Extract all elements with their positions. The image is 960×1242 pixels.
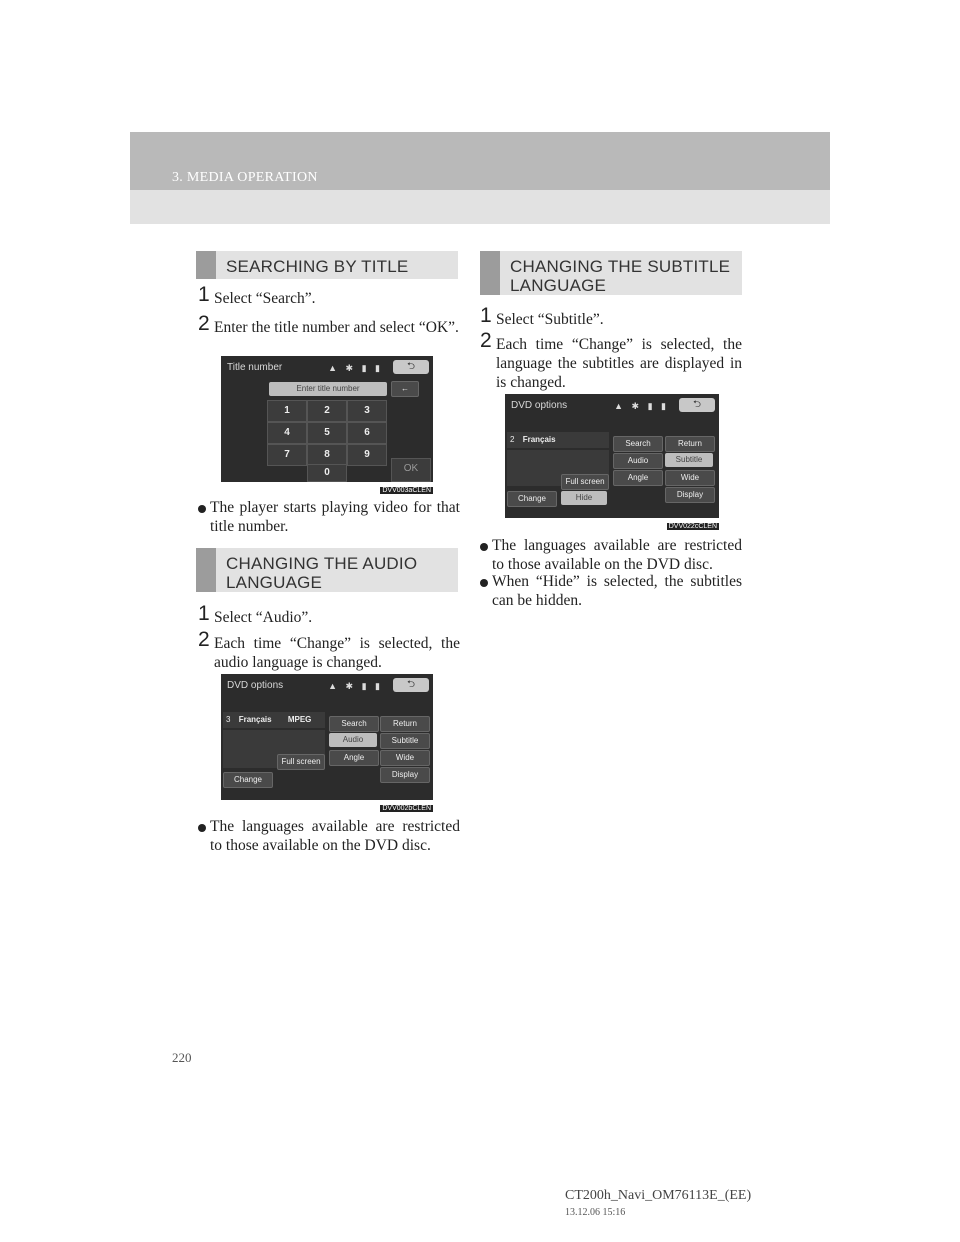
back-arrow-icon[interactable]: ⮌: [393, 360, 429, 374]
title-number-screenshot: Title number ▲ ✱ ▮ ▮ ⮌ Enter title number ← 1 2 3 4 5 6 7 8 9 0 OK DVV003aCLEN: [221, 356, 433, 482]
audio-button[interactable]: Audio: [613, 453, 663, 469]
key-3[interactable]: 3: [347, 400, 387, 422]
back-arrow-icon[interactable]: ⮌: [679, 398, 715, 412]
key-8[interactable]: 8: [307, 444, 347, 466]
subtitle-button[interactable]: Subtitle: [380, 733, 430, 749]
page-number: 220: [172, 1050, 192, 1065]
heading-subtitle-language: CHANGING THE SUBTITLE LANGUAGE: [480, 251, 742, 295]
full-screen-button[interactable]: Full screen: [277, 754, 325, 770]
heading-tab: [196, 251, 216, 279]
heading-tab: [196, 548, 216, 592]
angle-button[interactable]: Angle: [329, 750, 379, 766]
angle-button[interactable]: Angle: [613, 470, 663, 486]
subtitle-info-bar: 2 Français: [507, 432, 609, 448]
change-button[interactable]: Change: [223, 772, 273, 788]
change-button[interactable]: Change: [507, 491, 557, 507]
ok-button[interactable]: OK: [391, 458, 431, 482]
display-button[interactable]: Display: [380, 767, 430, 783]
return-button[interactable]: Return: [380, 716, 430, 732]
key-7[interactable]: 7: [267, 444, 307, 466]
hide-button[interactable]: Hide: [561, 491, 607, 505]
audio-button[interactable]: Audio: [329, 733, 377, 747]
timestamp: 13.12.06 15:16: [565, 1207, 626, 1218]
key-2[interactable]: 2: [307, 400, 347, 422]
back-arrow-icon[interactable]: ⮌: [393, 678, 429, 692]
full-screen-button[interactable]: Full screen: [561, 474, 609, 490]
heading-search-by-title: SEARCHING BY TITLE: [196, 251, 458, 279]
bullet-dot: [480, 579, 488, 587]
header-strip: [130, 190, 830, 224]
heading-audio-language: CHANGING THE AUDIO LANGUAGE: [196, 548, 458, 592]
heading-tab: [480, 251, 500, 295]
return-button[interactable]: Return: [665, 436, 715, 452]
wide-button[interactable]: Wide: [380, 750, 430, 766]
status-icons: ▲ ✱ ▮ ▮: [614, 401, 669, 411]
status-icons: ▲ ✱ ▮ ▮: [328, 363, 383, 373]
section-title: 3. MEDIA OPERATION: [172, 170, 318, 185]
bullet-dot: [198, 824, 206, 832]
subtitle-button[interactable]: Subtitle: [665, 453, 713, 467]
search-button[interactable]: Search: [329, 716, 379, 732]
status-icons: ▲ ✱ ▮ ▮: [328, 681, 383, 691]
audio-options-screenshot: DVD options ▲ ✱ ▮ ▮ ⮌ 3 Français MPEG Search Return Audio Subtitle Angle Wide Display Full screen Change DVV002bCLEN: [221, 674, 433, 800]
key-6[interactable]: 6: [347, 422, 387, 444]
search-button[interactable]: Search: [613, 436, 663, 452]
key-4[interactable]: 4: [267, 422, 307, 444]
key-0[interactable]: 0: [307, 464, 347, 482]
document-id: CT200h_Navi_OM76113E_(EE): [565, 1188, 752, 1203]
backspace-button[interactable]: ←: [391, 381, 419, 397]
key-9[interactable]: 9: [347, 444, 387, 466]
key-1[interactable]: 1: [267, 400, 307, 422]
subtitle-options-screenshot: DVD options ▲ ✱ ▮ ▮ ⮌ 2 Français Search Return Audio Subtitle Angle Wide Display Full screen Change Hide DVV022cCLEN: [505, 394, 719, 518]
bullet-dot: [198, 505, 206, 513]
display-button[interactable]: Display: [665, 487, 715, 503]
audio-info-bar: 3 Français MPEG: [223, 712, 325, 728]
key-5[interactable]: 5: [307, 422, 347, 444]
bullet-dot: [480, 543, 488, 551]
wide-button[interactable]: Wide: [665, 470, 715, 486]
title-entry-field[interactable]: Enter title number: [269, 382, 387, 396]
